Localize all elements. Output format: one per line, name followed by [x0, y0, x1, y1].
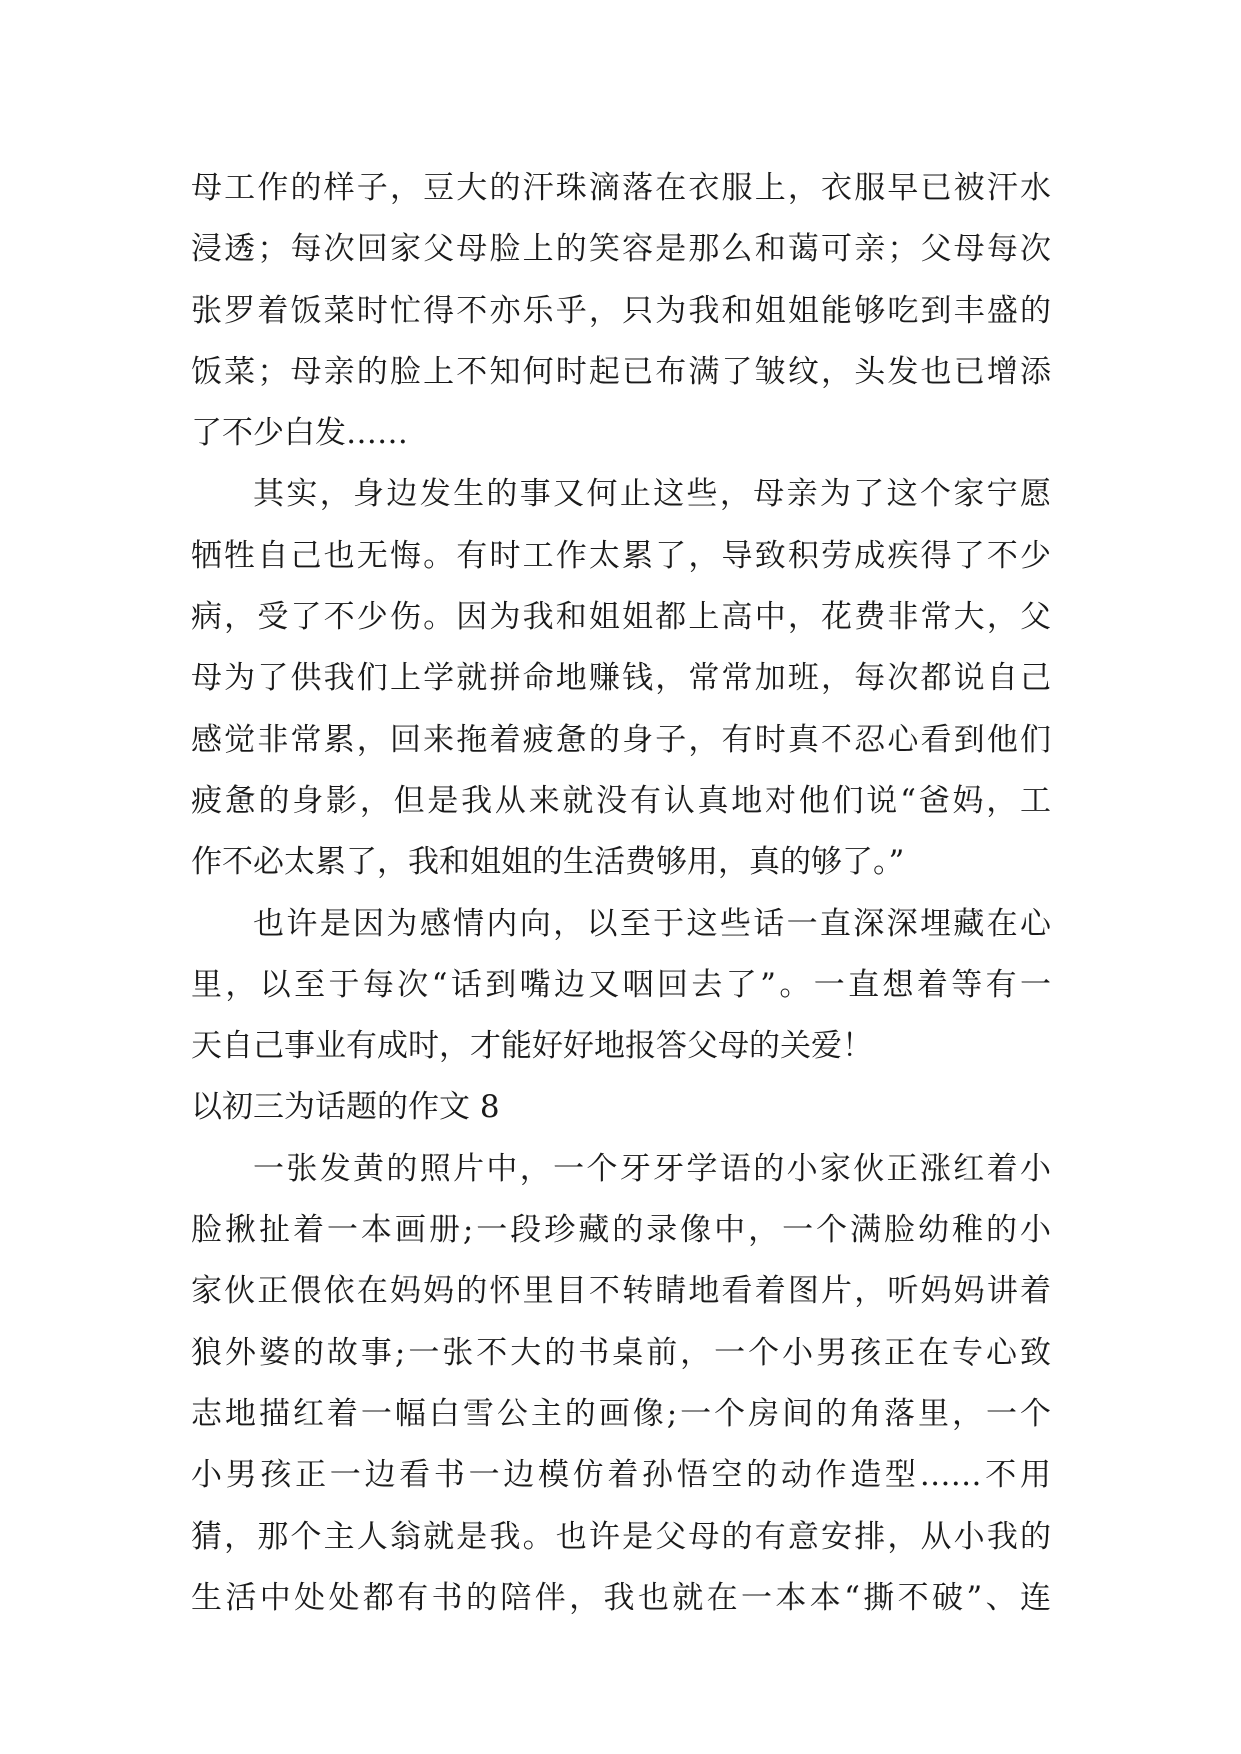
text-line: 里，以至于每次“话到嘴边又咽回去了”。一直想着等有一 — [191, 966, 1051, 1003]
text-line: 浸透；每次回家父母脸上的笑容是那么和蔼可亲；父母每次 — [191, 231, 1051, 268]
text-line: 其实，身边发生的事又何止这些，母亲为了这个家宁愿 — [253, 476, 1051, 513]
text-line: 病，受了不少伤。因为我和姐姐都上高中，花费非常大，父 — [191, 599, 1051, 636]
document-body — [191, 158, 1051, 1629]
text-line: 牺牲自己也无悔。有时工作太累了，导致积劳成疾得了不少 — [191, 537, 1051, 574]
text-line: 张罗着饭菜时忙得不亦乐乎，只为我和姐姐能够吃到丰盛的 — [191, 292, 1051, 329]
paragraph — [191, 1139, 1051, 1629]
text-line: 志地描红着一幅白雪公主的画像;一个房间的角落里，一个 — [191, 1395, 1051, 1432]
text-line: 也许是因为感情内向，以至于这些话一直深深埋藏在心 — [253, 905, 1051, 942]
text-line: 天自己事业有成时，才能好好地报答父母的关爱！ — [191, 1028, 873, 1065]
text-line: 生活中处处都有书的陪伴，我也就在一本本“撕不破”、连 — [191, 1579, 1051, 1616]
text-line: 感觉非常累，回来拖着疲惫的身子，有时真不忍心看到他们 — [191, 721, 1051, 758]
text-line: 疲惫的身影，但是我从来就没有认真地对他们说“爸妈，工 — [191, 782, 1051, 819]
text-line: 一张发黄的照片中，一个牙牙学语的小家伙正涨红着小 — [253, 1150, 1051, 1187]
text-line: 脸揪扯着一本画册;一段珍藏的录像中，一个满脸幼稚的小 — [191, 1212, 1051, 1249]
text-line: 母工作的样子，豆大的汗珠滴落在衣服上，衣服早已被汗水 — [191, 170, 1051, 206]
paragraph — [191, 464, 1051, 893]
text-line: 母为了供我们上学就拼命地赚钱，常常加班，每次都说自己 — [191, 660, 1051, 697]
text-line: 作不必太累了，我和姐姐的生活费够用，真的够了。” — [191, 844, 905, 881]
text-line: 狼外婆的故事;一张不大的书桌前，一个小男孩正在专心致 — [191, 1334, 1051, 1371]
text-line: 小男孩正一边看书一边模仿着孙悟空的动作造型……不用 — [191, 1457, 1051, 1494]
paragraph — [191, 158, 1051, 464]
paragraph — [191, 894, 1051, 1078]
text-line: 了不少白发…… — [191, 415, 408, 452]
text-line: 猜，那个主人翁就是我。也许是父母的有意安排，从小我的 — [191, 1518, 1051, 1555]
text-line: 家伙正偎依在妈妈的怀里目不转睛地看着图片，听妈妈讲着 — [191, 1273, 1051, 1310]
text-line: 饭菜；母亲的脸上不知何时起已布满了皱纹，头发也已增添 — [191, 353, 1051, 390]
section-heading: 以初三为话题的作文 8 — [191, 1089, 500, 1126]
